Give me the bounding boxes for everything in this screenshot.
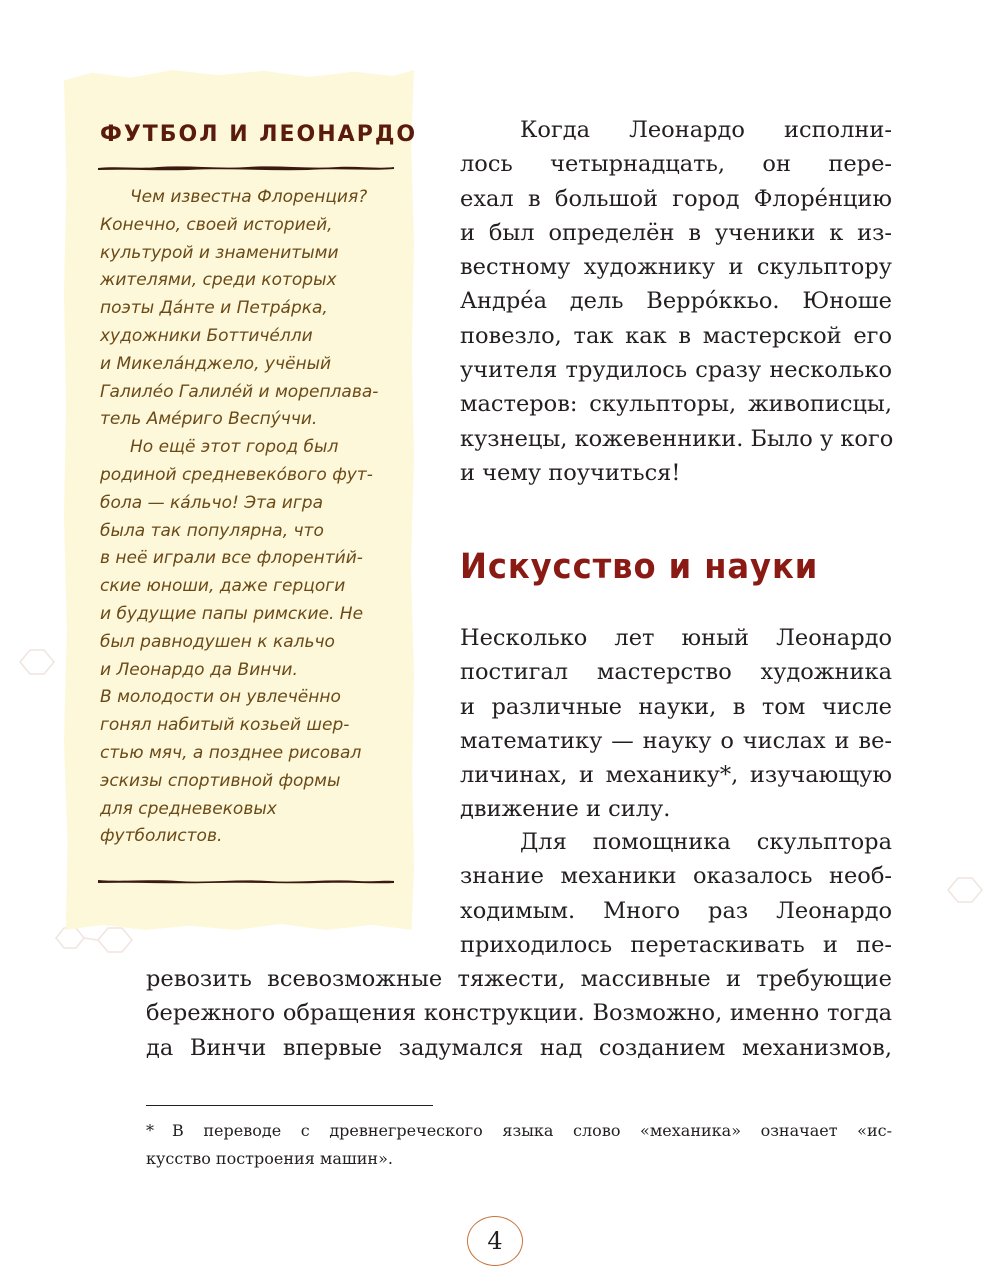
paragraph-mechanics (460, 825, 892, 962)
sidebar-line: Чем известна Флоренция? (130, 187, 368, 207)
text-line: да Винчи впервые задумался над созданием механизмов, (146, 1034, 892, 1061)
sidebar-line: Конечно, своей историей, (100, 214, 333, 235)
sidebar-line: бола — ка́льчо! Эта игра (100, 492, 323, 513)
sidebar-line: тель Аме́риго Веспу́ччи. (100, 409, 318, 430)
paragraph-sciences (460, 621, 892, 827)
page-number: 4 (467, 1216, 523, 1266)
sidebar-line: футболистов. (100, 826, 223, 847)
sidebar-line: и Леонардо да Винчи. (100, 659, 298, 680)
text-line: вестному художнику и скульптору (460, 254, 892, 281)
text-line: Для помощника скульптора (520, 829, 892, 855)
sidebar-top-divider (98, 164, 394, 171)
text-line: Андре́а дель Верро́ккьо. Юноше (460, 288, 892, 315)
sidebar-line: была так популярна, что (100, 520, 324, 541)
sidebar-line: Галиле́о Галиле́й и мореплава- (100, 381, 379, 402)
footnote (146, 1117, 892, 1173)
text-line: знание механики оказалось необ- (460, 863, 892, 890)
sidebar-line: для средневековых (100, 798, 277, 819)
sidebar-line: гонял набитый козьей шер- (100, 715, 350, 736)
text-line: учителя трудилось сразу несколько (460, 357, 892, 384)
text-line: и различные науки, в том числе (460, 693, 892, 720)
sidebar-line: в неё играли все флоренти́й- (100, 548, 363, 569)
sidebar-line: культурой и знаменитыми (100, 242, 339, 263)
text-line: ехал в большой город Флоре́нцию (460, 185, 892, 212)
section-heading: Искусство и науки (460, 547, 819, 587)
text-line: кузнецы, кожевенники. Было у кого (460, 425, 894, 452)
text-line: личинах, и механику*, изучающую (460, 762, 892, 789)
sidebar-line: эскизы спортивной формы (100, 770, 341, 791)
paragraph-mechanics-continued (146, 962, 892, 1065)
text-line: бережного обращения конструкции. Возможно, именно тогда (146, 1000, 892, 1027)
text-line: повезло, так как в мастерской его (460, 322, 892, 349)
text-line: Несколько лет юный Леонардо (460, 625, 892, 651)
sidebar-text (100, 184, 400, 851)
footnote-rule (146, 1105, 433, 1106)
paragraph-intro (460, 113, 892, 490)
text-line: математику — науку о числах и ве- (460, 727, 892, 754)
footnote-marker: * (146, 1121, 154, 1140)
sidebar-line: ские юноши, даже герцоги (100, 576, 346, 597)
text-line: приходилось перетаскивать и пе- (460, 931, 892, 958)
sidebar-line: стью мяч, а позднее рисовал (100, 742, 362, 763)
text-line: ревозить всевозможные тяжести, массивные и требующие (146, 966, 892, 992)
sidebar-line: и Микела́нджело, учёный (100, 353, 332, 374)
sidebar-line: художники Боттиче́лли (100, 325, 313, 346)
sidebar-line: был равнодушен к кальчо (100, 631, 335, 652)
text-line: мастеров: скульпторы, живописцы, (460, 391, 892, 418)
text-line: Когда Леонардо исполни- (520, 117, 892, 143)
footnote-text: В переводе с древнегреческого языка слово «механика» означает «ис- (172, 1121, 892, 1140)
text-line: лось четырнадцать, он пере- (460, 151, 892, 178)
sidebar-line: и будущие папы римские. Не (100, 603, 364, 624)
text-line: постигал мастерство художника (460, 659, 892, 686)
text-line: и был определён в ученики к из- (460, 219, 892, 246)
text-line: ходимым. Много раз Леонардо (460, 897, 892, 924)
sidebar-line: жителями, среди которых (100, 270, 337, 291)
sidebar-line: родиной средневеко́вого фут- (100, 464, 373, 485)
sidebar-line: Но ещё этот город был (130, 437, 339, 458)
sidebar-bottom-divider (98, 877, 394, 884)
footnote-line: кусство построения машин». (146, 1149, 393, 1168)
sidebar-title: ФУТБОЛ И ЛЕОНАРДО (100, 122, 418, 147)
text-line: движение и силу. (460, 796, 671, 823)
sidebar-line: В молодости он увлечённо (100, 687, 341, 708)
sidebar-line: поэты Да́нте и Петра́рка, (100, 298, 328, 319)
text-line: и чему поучиться! (460, 459, 681, 486)
footnote-line (146, 1117, 892, 1145)
